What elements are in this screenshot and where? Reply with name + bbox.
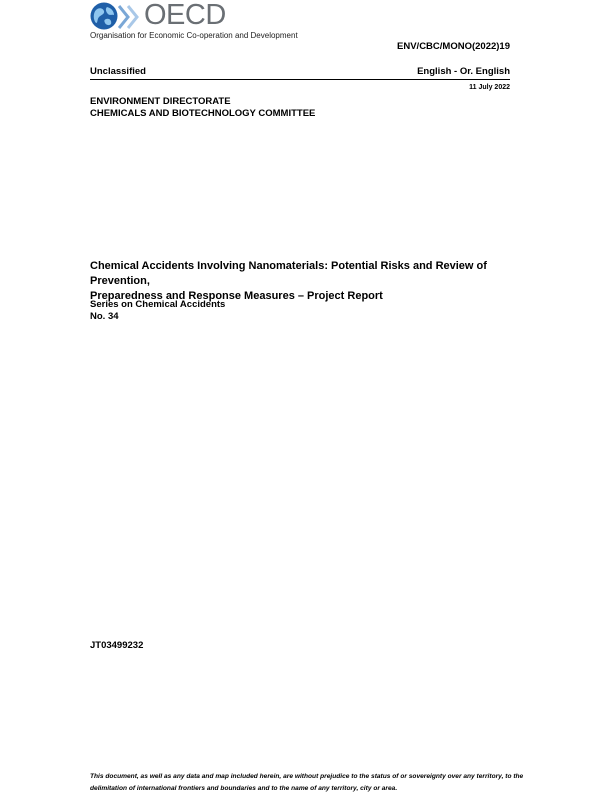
series-block	[90, 299, 225, 323]
classification-label: Unclassified	[90, 66, 146, 77]
globe-icon	[90, 2, 118, 30]
document-date: 11 July 2022	[469, 84, 510, 91]
document-title	[90, 259, 520, 304]
series-number: No. 34	[90, 311, 119, 322]
language-label: English - Or. English	[417, 66, 510, 77]
chevron-right-icon	[127, 5, 139, 29]
directorate-block	[90, 96, 315, 120]
logo-wordmark: OECD	[144, 0, 226, 31]
disclaimer	[90, 771, 530, 795]
series-name: Series on Chemical Accidents	[90, 299, 226, 310]
disclaimer-line: delimitation of international frontiers and boundaries and to the name of any territory, city or area.	[90, 785, 398, 792]
classification-bar	[90, 66, 510, 80]
committee-name: CHEMICALS AND BIOTECHNOLOGY COMMITTEE	[90, 108, 316, 119]
disclaimer-line: This document, as well as any data and map included herein, are without prejudice to the status of or sovereignty over any territory, to the	[90, 773, 524, 780]
job-number: JT03499232	[90, 640, 144, 651]
title-line: Preparedness and Response Measures – Project Report	[90, 290, 383, 302]
title-line: Chemical Accidents Involving Nanomaterials: Potential Risks and Review of Prevention,	[90, 260, 487, 287]
document-reference: ENV/CBC/MONO(2022)19	[397, 41, 510, 52]
logo-tagline: Organisation for Economic Co-operation and Development	[90, 31, 298, 40]
directorate-name: ENVIRONMENT DIRECTORATE	[90, 96, 231, 107]
